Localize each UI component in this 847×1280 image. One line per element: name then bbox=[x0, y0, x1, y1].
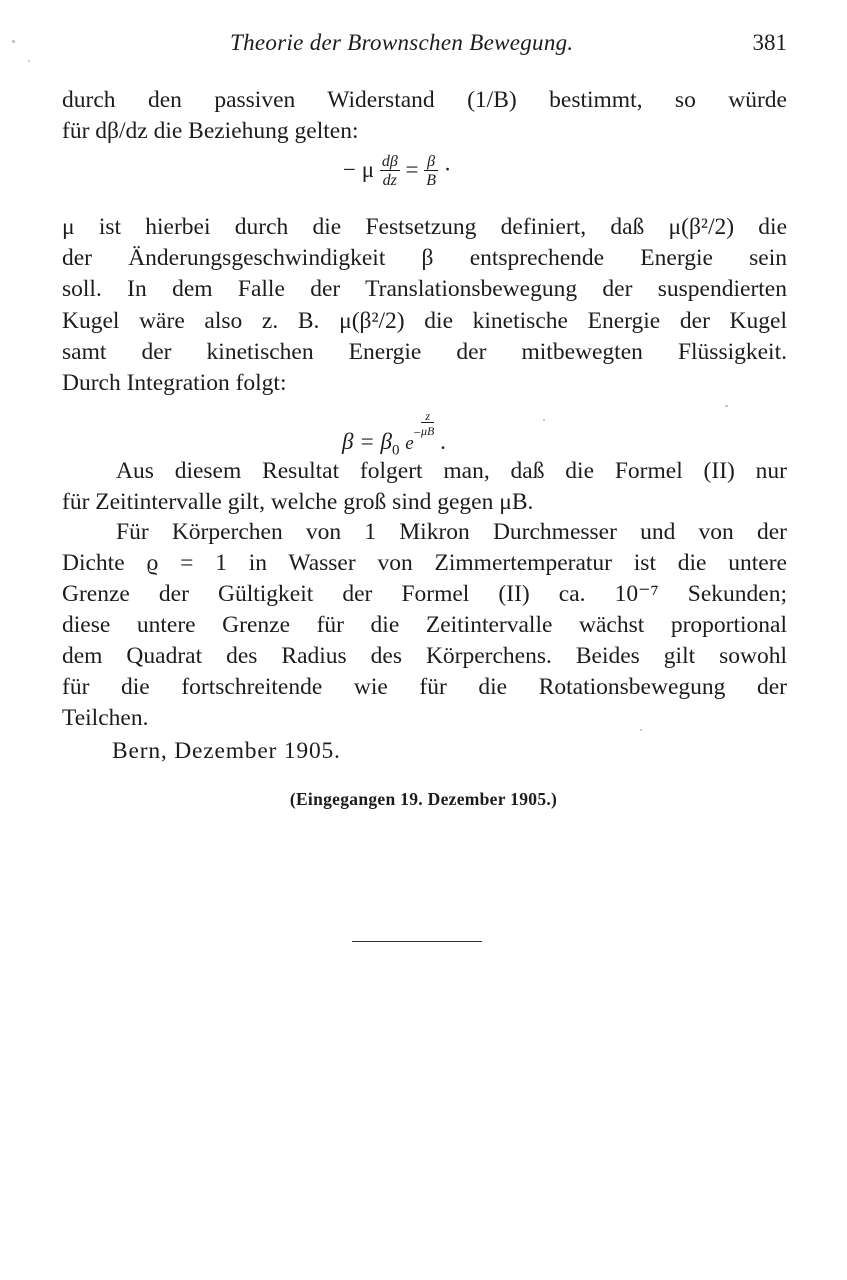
eq1-lhs: − μ bbox=[343, 156, 375, 182]
eq2-exp-denominator: μB bbox=[420, 424, 435, 438]
equation-1 bbox=[343, 154, 451, 189]
text-line: samt der kinetischen Energie der mitbewegten Flüssigkeit. bbox=[62, 339, 787, 365]
text-line: Für Körperchen von 1 Mikron Durchmesser und von der bbox=[116, 519, 787, 545]
eq2-exp-numerator: z bbox=[425, 409, 430, 423]
eq1-equals: = bbox=[405, 156, 419, 182]
eq1-numerator: dβ bbox=[381, 153, 398, 170]
text-line: Grenze der Gültigkeit der Formel (II) ca. 10⁻⁷ Sekunden; bbox=[62, 581, 787, 607]
eq2-end: . bbox=[440, 429, 446, 454]
text-line: μ ist hierbei durch die Festsetzung definiert, daß μ(β²/2) die bbox=[62, 214, 787, 240]
eq1-rhs-numerator: β bbox=[427, 153, 436, 170]
eq2-subscript: 0 bbox=[391, 442, 400, 459]
eq1-fraction-left bbox=[380, 154, 400, 189]
text-line: diese untere Grenze für die Zeitintervalle wächst proportional bbox=[62, 612, 787, 638]
scan-speck bbox=[28, 60, 30, 62]
eq2-lhs: β = β bbox=[342, 429, 392, 454]
running-title: Theorie der Brownschen Bewegung. bbox=[230, 30, 574, 55]
scan-speck bbox=[12, 40, 15, 43]
scan-speck bbox=[543, 419, 545, 421]
text-line: soll. In dem Falle der Translationsbewegung der suspendierten bbox=[62, 276, 787, 302]
eq1-rhs-denominator: B bbox=[426, 172, 437, 189]
text-line: für Zeitintervalle gilt, welche groß sind gegen μB. bbox=[62, 489, 534, 515]
eq1-denominator: dz bbox=[380, 170, 400, 189]
eq2-exponent bbox=[421, 410, 434, 437]
page-number: 381 bbox=[752, 30, 787, 55]
equation-2 bbox=[342, 410, 446, 460]
text-line: dem Quadrat des Radius des Körperchens. Beides gilt sowohl bbox=[62, 643, 787, 669]
text-line: der Änderungsgeschwindigkeit β entsprechende Energie sein bbox=[62, 245, 787, 271]
end-rule bbox=[352, 941, 482, 942]
scan-speck bbox=[725, 405, 728, 407]
scan-speck bbox=[640, 729, 642, 731]
text-line: Aus diesem Resultat folgert man, daß die Formel (II) nur bbox=[116, 458, 787, 484]
text-line: Durch Integration folgt: bbox=[62, 370, 287, 396]
eq1-fraction-right bbox=[424, 154, 438, 189]
text-line: für die fortschreitende wie für die Rotationsbewegung der bbox=[62, 674, 787, 700]
text-line: Teilchen. bbox=[62, 705, 149, 731]
signoff: Bern, Dezember 1905. bbox=[112, 738, 341, 764]
page-header bbox=[62, 30, 787, 62]
eq2-base: e bbox=[405, 433, 414, 454]
text-line: Kugel wäre also z. B. μ(β²/2) die kinetische Energie der Kugel bbox=[62, 308, 787, 334]
eq2-exp-sign: − bbox=[413, 425, 421, 440]
text-line: durch den passiven Widerstand (1/B) bestimmt, so würde bbox=[62, 87, 787, 113]
received-note: (Eingegangen 19. Dezember 1905.) bbox=[289, 789, 558, 809]
text-line: Dichte ϱ = 1 in Wasser von Zimmertemperatur ist die untere bbox=[62, 550, 787, 576]
eq1-end: · bbox=[443, 156, 452, 182]
text-line: für dβ/dz die Beziehung gelten: bbox=[62, 118, 359, 144]
